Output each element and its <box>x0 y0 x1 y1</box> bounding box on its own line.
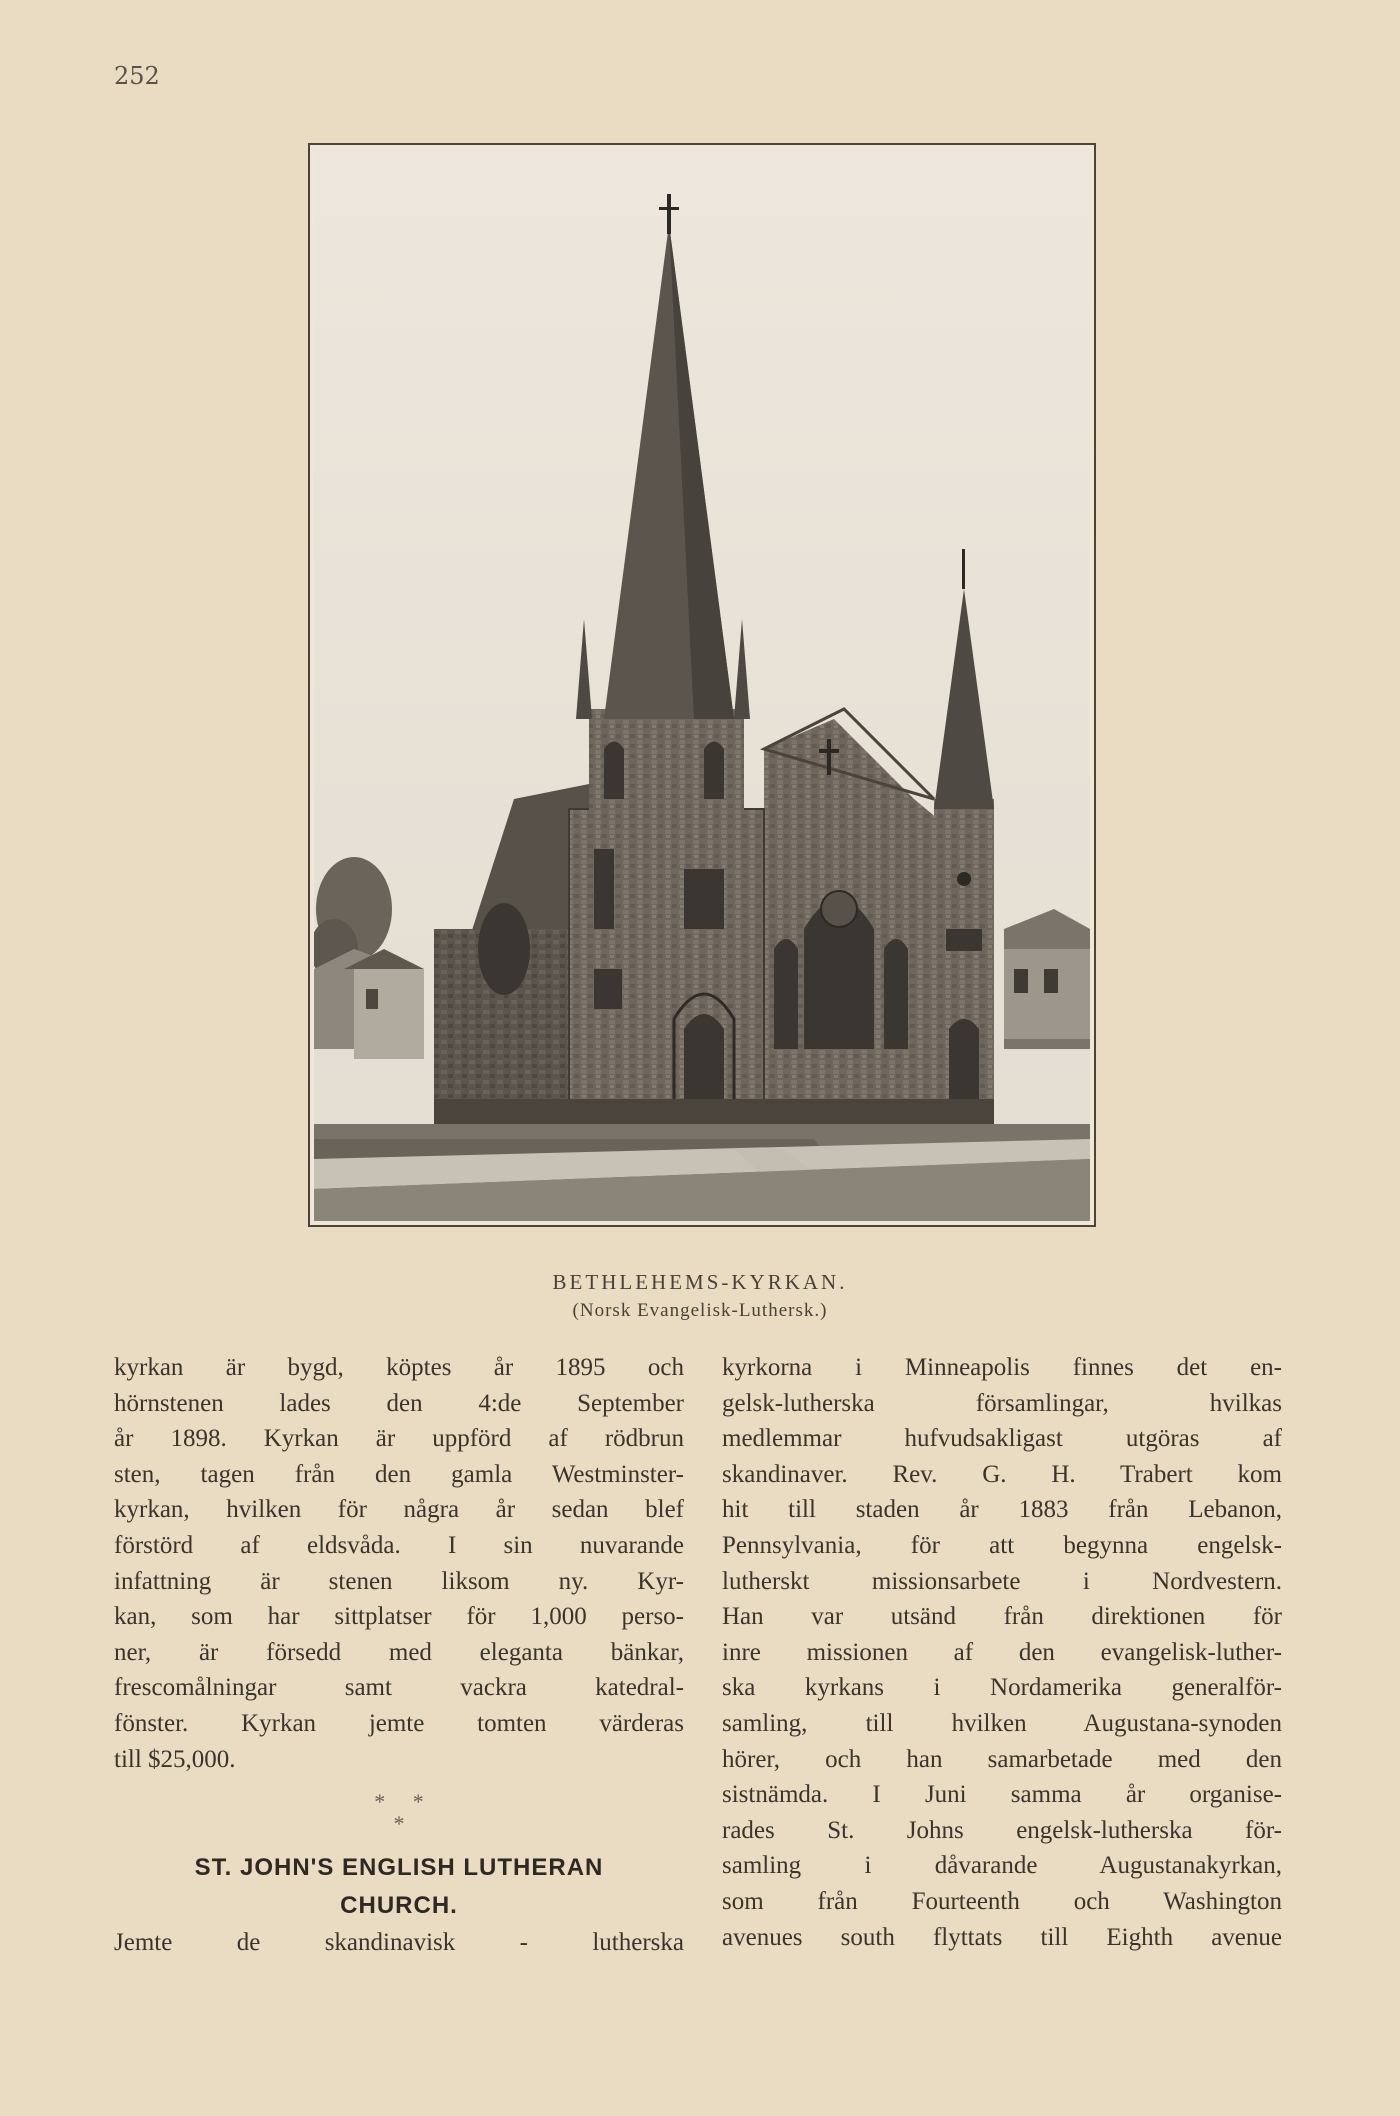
text-line: ner, är försedd med eleganta bänkar, <box>114 1638 684 1666</box>
separator-stars-top: * * <box>374 1789 424 1815</box>
text-line: hörnstenen lades den 4:de September <box>114 1389 684 1417</box>
text-line: hörer, och han samarbetade med den <box>722 1745 1282 1773</box>
text-line: inre missionen af den evangelisk-luther- <box>722 1638 1282 1666</box>
text-line: frescomålningar samt vackra katedral- <box>114 1674 684 1702</box>
text-line: kyrkan, hvilken för några år sedan blef <box>114 1496 684 1524</box>
text-line: medlemmar hufvudsakligast utgöras af <box>722 1425 1282 1453</box>
text-line: rades St. Johns engelsk-lutherska för- <box>722 1816 1282 1844</box>
right-text-column <box>722 1350 1282 1955</box>
text-line: fönster. Kyrkan jemte tomten värderas <box>114 1709 684 1737</box>
text-line: ska kyrkans i Nordamerika generalför- <box>722 1674 1282 1702</box>
section-separator-stars <box>114 1791 684 1835</box>
section-heading-line-1: ST. JOHN'S ENGLISH LUTHERAN <box>194 1854 604 1882</box>
figure-caption-subtitle: (Norsk Evangelisk-Luthersk.) <box>572 1300 828 1321</box>
page-number: 252 <box>114 62 160 90</box>
text-line: samling, till hvilken Augustana-synoden <box>722 1709 1282 1737</box>
text-line: till $25,000. <box>114 1745 236 1773</box>
text-line: avenues south flyttats till Eighth avenue <box>722 1923 1282 1951</box>
church-illustration <box>314 149 1090 1221</box>
text-line: kyrkorna i Minneapolis finnes det en- <box>722 1354 1282 1381</box>
text-line: samling i dåvarande Augustanakyrkan, <box>722 1852 1282 1880</box>
separator-stars-bottom: * <box>393 1811 405 1837</box>
text-line: Han var utsänd från direktionen för <box>722 1603 1282 1631</box>
text-line: infattning är stenen liksom ny. Kyr- <box>114 1567 684 1595</box>
text-line: som från Fourteenth och Washington <box>722 1887 1282 1915</box>
figure-caption-title: BETHLEHEMS-KYRKAN. <box>552 1270 848 1294</box>
text-line: år 1898. Kyrkan är uppförd af rödbrun <box>114 1425 684 1453</box>
section-heading <box>114 1849 684 1925</box>
text-line: kyrkan är bygd, köptes år 1895 och <box>114 1354 684 1381</box>
text-line: sistnämda. I Juni samma år organise- <box>722 1781 1282 1809</box>
left-text-column <box>114 1350 684 1961</box>
church-photograph <box>308 143 1096 1227</box>
text-line: lutherskt missionsarbete i Nordvestern. <box>722 1567 1282 1595</box>
text-line: gelsk-lutherska församlingar, hvilkas <box>722 1389 1282 1417</box>
text-line: förstörd af eldsvåda. I sin nuvarande <box>114 1531 684 1559</box>
section-heading-line-2: CHURCH. <box>340 1892 458 1920</box>
text-line: Jemte de skandinavisk - lutherska <box>114 1929 684 1957</box>
text-line: sten, tagen från den gamla Westminster- <box>114 1460 684 1488</box>
text-line: kan, som har sittplatser för 1,000 perso- <box>114 1603 684 1631</box>
text-line: skandinaver. Rev. G. H. Trabert kom <box>722 1460 1282 1488</box>
text-line: hit till staden år 1883 från Lebanon, <box>722 1496 1282 1524</box>
text-line: Pennsylvania, för att begynna engelsk- <box>722 1531 1282 1559</box>
